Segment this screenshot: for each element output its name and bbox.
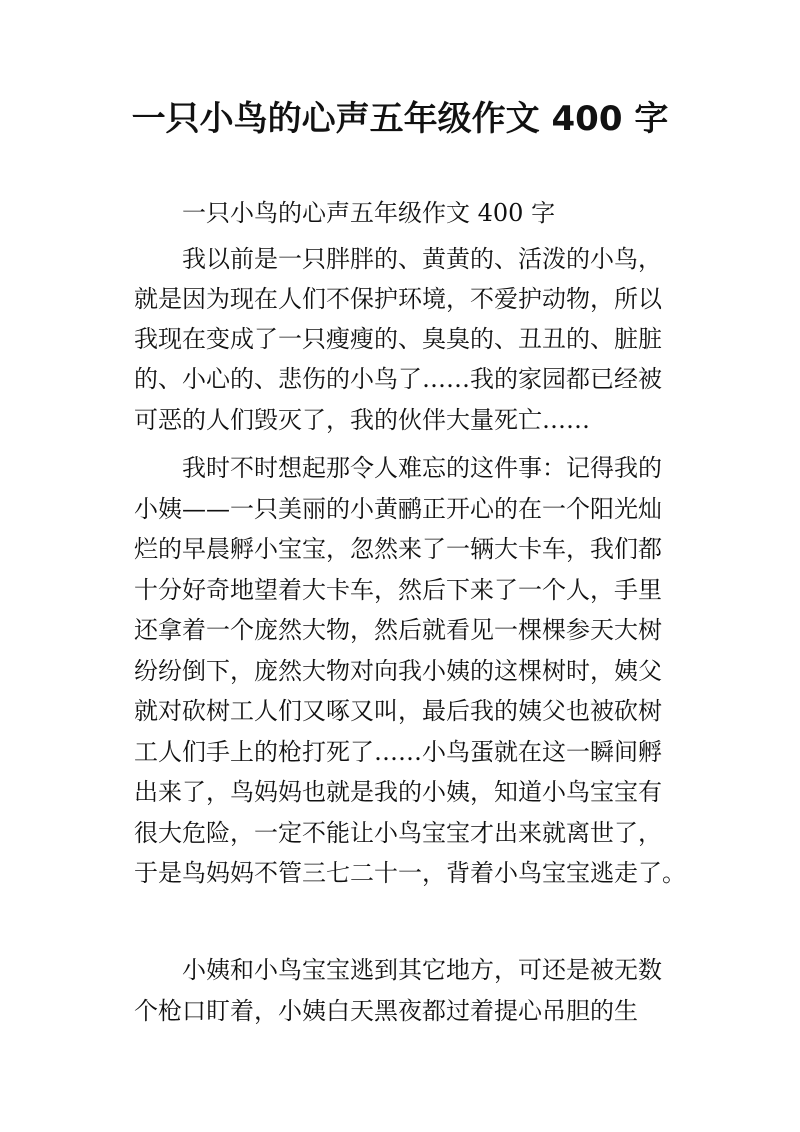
paragraph-2-line-3: 烂的早晨孵小宝宝，忽然来了一辆大卡车，我们都 [134, 535, 662, 563]
paragraph-2-line-6: 纷纷倒下，庞然大物对向我小姨的这棵树时，姨父 [134, 657, 662, 685]
paragraph-2-line-4: 十分好奇地望着大卡车，然后下来了一个人，手里 [134, 576, 662, 604]
paragraph-2-line-1: 我时不时想起那令人难忘的这件事：记得我的 [182, 454, 662, 482]
document-title: 一只小鸟的心声五年级作文 400 字 [131, 99, 669, 139]
paragraph-2-line-11: 于是鸟妈妈不管三七二十一，背着小鸟宝宝逃走了。 [134, 859, 686, 887]
paragraph-1-line-2: 就是因为现在人们不保护环境，不爱护动物，所以 [134, 285, 662, 313]
paragraph-1-line-1: 我以前是一只胖胖的、黄黄的、活泼的小鸟， [182, 245, 662, 273]
document-subtitle: 一只小鸟的心声五年级作文 400 字 [182, 199, 556, 227]
paragraph-1-line-4: 的、小心的、悲伤的小鸟了……我的家园都已经被 [134, 365, 662, 393]
paragraph-1-line-3: 我现在变成了一只瘦瘦的、臭臭的、丑丑的、脏脏 [134, 325, 662, 353]
paragraph-2-line-2: 小姨——一只美丽的小黄鹂正开心的在一个阳光灿 [134, 495, 662, 523]
paragraph-3-line-2: 个枪口盯着，小姨白天黑夜都过着提心吊胆的生 [134, 997, 638, 1025]
paragraph-1-line-5: 可恶的人们毁灭了，我的伙伴大量死亡…… [134, 406, 590, 434]
paragraph-2-line-10: 很大危险，一定不能让小鸟宝宝才出来就离世了， [134, 819, 662, 847]
paragraph-2-line-5: 还拿着一个庞然大物，然后就看见一棵棵参天大树 [134, 616, 662, 644]
paragraph-2-line-8: 工人们手上的枪打死了……小鸟蛋就在这一瞬间孵 [134, 738, 662, 766]
paragraph-2-line-9: 出来了，鸟妈妈也就是我的小姨，知道小鸟宝宝有 [134, 778, 662, 806]
paragraph-3-line-1: 小姨和小鸟宝宝逃到其它地方，可还是被无数 [182, 956, 662, 984]
paragraph-2-line-7: 就对砍树工人们又啄又叫，最后我的姨父也被砍树 [134, 697, 662, 725]
